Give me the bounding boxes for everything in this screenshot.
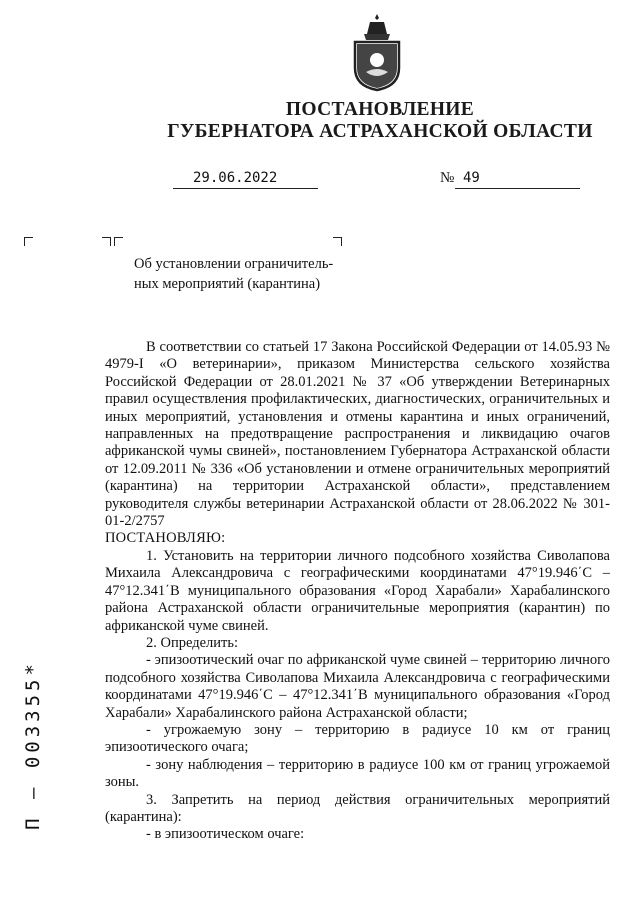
- document-issuer: ГУБЕРНАТОРА АСТРАХАНСКОЙ ОБЛАСТИ: [167, 121, 593, 142]
- document-subject: [134, 254, 333, 294]
- corner-mark: [102, 237, 111, 246]
- subject-line: Об установлении ограничитель-: [134, 256, 334, 272]
- item-3-paragraph: 3. Запретить на период действия ограничительных мероприятий (карантина):: [105, 791, 610, 825]
- coat-of-arms-emblem: [352, 12, 402, 92]
- subject-line: ных мероприятий (карантина): [134, 276, 321, 292]
- number-field: [455, 170, 580, 189]
- document-title: ПОСТАНОВЛЕНИЕ: [285, 99, 475, 120]
- item-2c-paragraph: - зону наблюдения – территорию в радиусе 100 км от границ угрожаемой зоны.: [105, 756, 610, 791]
- corner-mark: [114, 237, 123, 246]
- document-number: 49: [463, 170, 480, 186]
- date-field: [173, 170, 318, 189]
- serial-number-stamp: [22, 625, 44, 865]
- decree-heading: ПОСТАНОВЛЯЮ:: [105, 530, 226, 547]
- item-1-paragraph: 1. Установить на территории личного подсобного хозяйства Сиволапова Михаила Александровича с географическими координатами 47°19.946΄С – 47°12.341΄В муниципального образования «Город Харабали» Харабалинского района Астраханской области ограничительные мероприятия (карантин) по африканской чуме свиней.: [105, 547, 610, 634]
- corner-mark: [24, 237, 33, 246]
- document-date: 29.06.2022: [193, 170, 278, 186]
- corner-mark: [333, 237, 342, 246]
- item-2a-paragraph: - эпизоотический очаг по африканской чуме свиней – территорию личного подсобного хозяйства Сиволапова Михаила Александровича с географическими координатами 47°19.946΄С – 47°12.341΄В муниципального образования «Город Харабали» Харабалинского района Астраханской области;: [105, 652, 610, 721]
- item-3a-paragraph: - в эпизоотическом очаге:: [146, 826, 305, 843]
- document-body: [105, 339, 610, 844]
- preamble-paragraph: В соответствии со статьей 17 Закона Российской Федерации от 14.05.93 № 4979-I «О ветеринарии», приказом Министерства сельского хозяйства Российской Федерации от 28.01.2021 № 37 «Об утверждении Ветеринарных правил осуществления профилактических, диагностических, ограничительных и иных мероприятий, установления и отмены карантина и иных ограничений, направленных на предотвращение распространения и ликвидацию очагов африканской чумы свиней», постановлением Губернатора Астраханской области от 12.09.2011 № 336 «Об установлении и отмене ограничительных мероприятий (карантина) на территории Астраханской области», представлением руководителя службы ветеринарии Астраханской области от 28.06.2022 № 301-01-2/2757: [105, 339, 610, 530]
- item-2b-paragraph: - угрожаемую зону – территорию в радиусе 10 км от границ эпизоотического очага;: [105, 721, 610, 756]
- serial-number: П – 003355*: [22, 660, 44, 830]
- number-label: №: [440, 170, 455, 186]
- item-2-paragraph: 2. Определить:: [146, 634, 239, 651]
